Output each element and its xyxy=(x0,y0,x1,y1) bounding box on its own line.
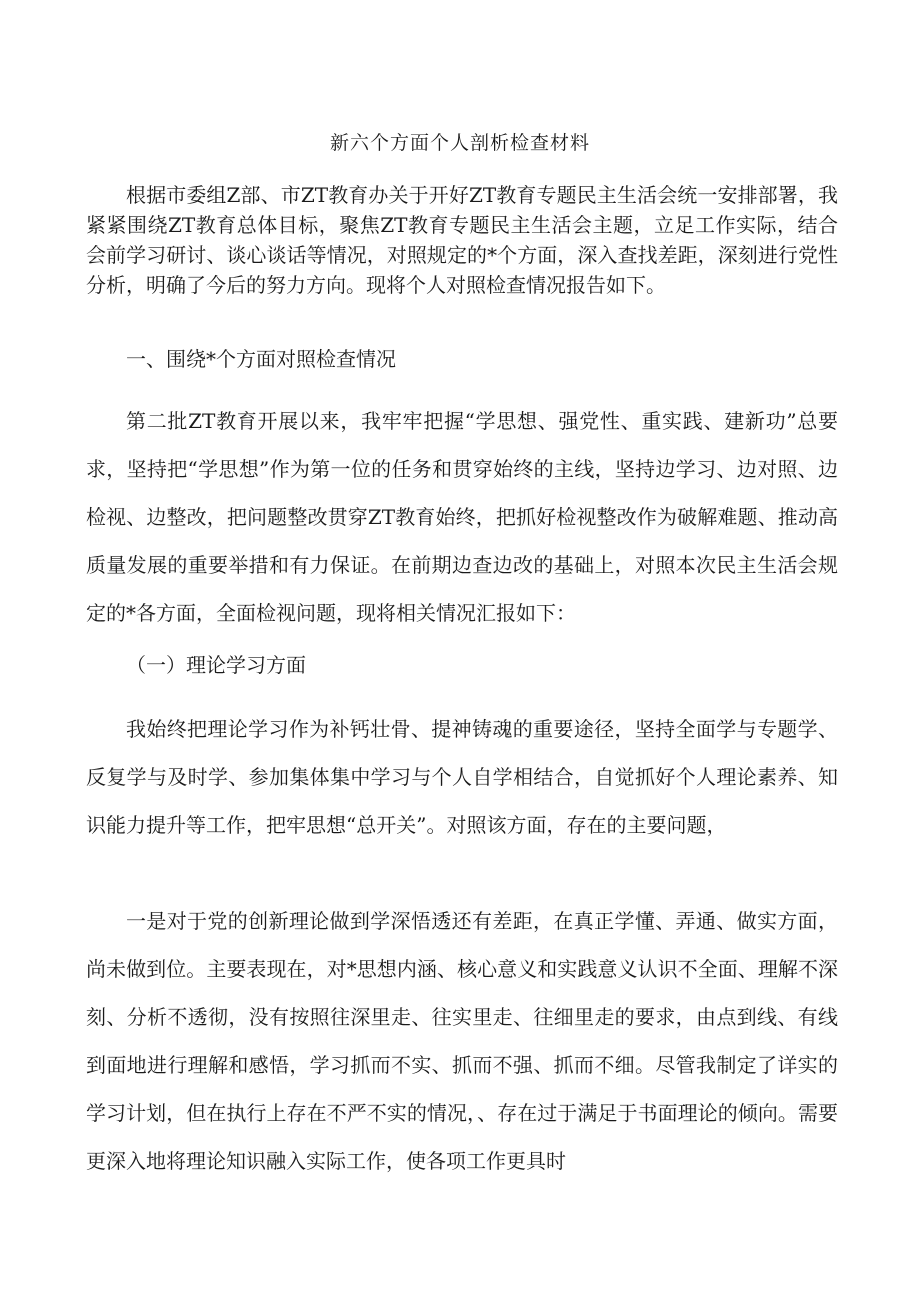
problem-paragraph: 一是对于党的创新理论做到学深悟透还有差距，在真正学懂、弄通、做实方面，尚未做到位。主要表现在，对*思想内涵、核心意义和实践意义认识不全面、理解不深刻、分析不透彻，没有按照往深里走、往实里走、往细里走的要求，由点到线、有线到面地进行理解和感悟，学习抓而不实、抓而不强、抓而不细。尽管我制定了详实的学习计划，但在执行上存在不严不实的情况，、存在过于满足于书面理论的倾向。需要更深入地将理论知识融入实际工作，使各项工作更具时 xyxy=(86,909,838,1173)
document-title: 新六个方面个人剖析检查材料 xyxy=(329,132,590,154)
subsection-heading: （一）理论学习方面 xyxy=(126,653,306,677)
intro-paragraph: 根据市委组Z部、市ZT教育办关于开好ZT教育专题民主生活会统一安排部署，我紧紧围绕ZT教育总体目标，聚焦ZT教育专题民主生活会主题，立足工作实际，结合会前学习研讨、谈心谈话等情况，对照规定的*个方面，深入查找差距，深刻进行党性分析，明确了今后的努力方向。现将个人对照检查情况报告如下。 xyxy=(86,183,838,297)
subsection-paragraph: 我始终把理论学习作为补钙壮骨、提神铸魂的重要途径，坚持全面学与专题学、反复学与及时学、参加集体集中学习与个人自学相结合，自觉抓好个人理论素养、知识能力提升等工作，把牢思想“总开关”。对照该方面，存在的主要问题， xyxy=(86,717,838,837)
section-heading: 一、围绕*个方面对照检查情况 xyxy=(126,347,396,371)
section-paragraph: 第二批ZT教育开展以来，我牢牢把握“学思想、强党性、重实践、建新功”总要求，坚持把“学思想”作为第一位的任务和贯穿始终的主线，坚持边学习、边对照、边检视、边整改，把问题整改贯穿ZT教育始终，把抓好检视整改作为破解难题、推动高质量发展的重要举措和有力保证。在前期边查边改的基础上，对照本次民主生活会规定的*各方面，全面检视问题，现将相关情况汇报如下： xyxy=(86,409,838,625)
